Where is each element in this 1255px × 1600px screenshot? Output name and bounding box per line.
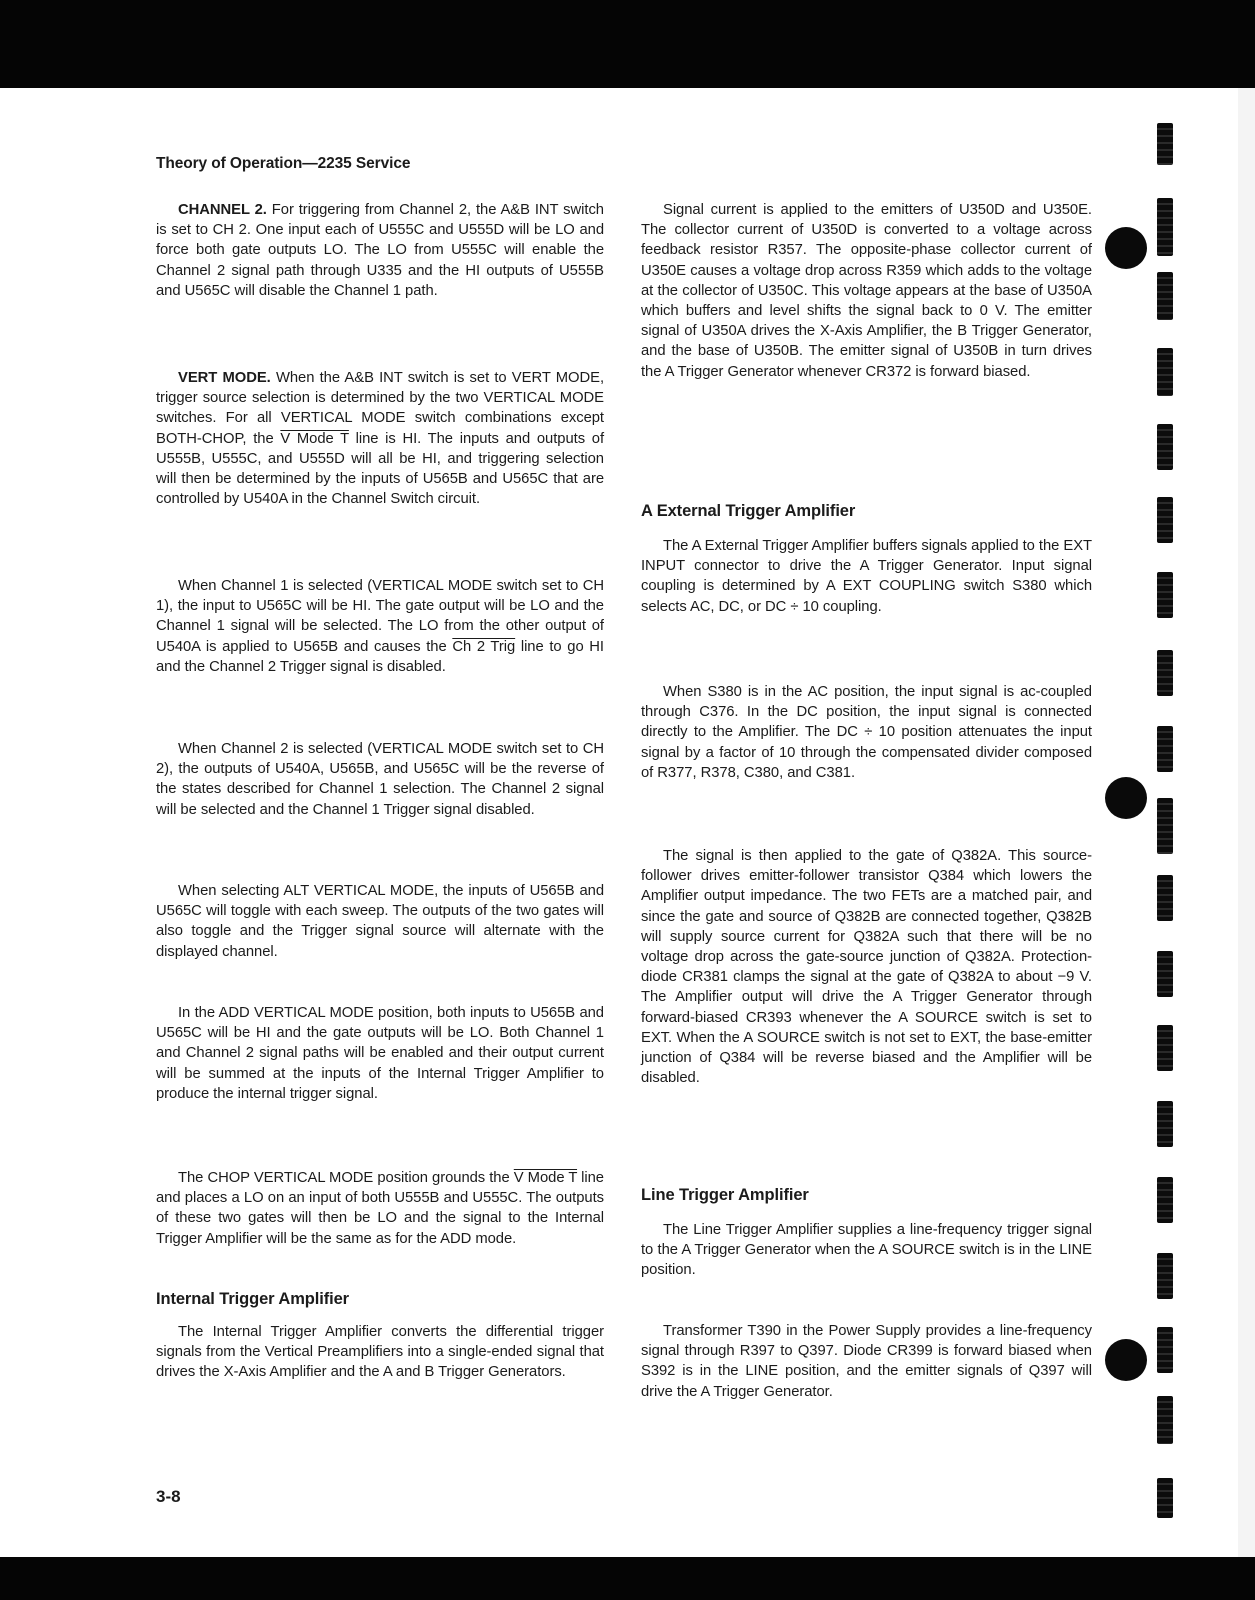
signal-name: V Mode T [280,430,349,447]
paragraph-text: line to go HI and the Channel 2 Trigger signal is disabled. [156,638,604,675]
edge-mark [1157,572,1173,618]
edge-mark [1157,726,1173,772]
signal-name: Ch 2 Trig [452,638,516,655]
lead-in: VERT MODE. [178,370,271,386]
paragraph-alt-mode: When selecting ALT VERTICAL MODE, the inputs of U565B and U565C will toggle with each sweep. The outputs of the two gates will also toggle and the Trigger signal source will alternate with the displayed channel. [156,883,604,960]
paragraph-internal-trigger-amplifier: The Internal Trigger Amplifier converts the differential trigger signals from the Vertical Preamplifiers into a single-ended signal that drives the X-Axis Amplifier and the A and B Trigger Generators. [156,1324,604,1381]
running-header: Theory of Operation—2235 Service [156,155,411,172]
edge-mark [1157,1396,1173,1444]
edge-mark [1157,1478,1173,1518]
edge-mark [1157,497,1173,543]
paragraph-chop-mode [156,1168,604,1249]
paragraph-vert-mode [156,368,604,509]
paragraph-transformer-t390: Transformer T390 in the Power Supply provides a line-frequency signal through R397 to Q397. Diode CR399 is forward biased when S392 is in the LINE position, and the emitter signals of Q397 will drive the A Trigger Generator. [641,1323,1092,1400]
edge-mark [1157,424,1173,470]
heading-internal-trigger-amplifier: Internal Trigger Amplifier [156,1290,349,1308]
scan-bottom-band [0,1557,1255,1600]
paragraph-text: line and places a LO on an input of both U555B and U555C. The outputs of these two gates will then be LO and the signal to the Internal Trigger Amplifier will be the same as for the ADD mode. [156,1170,604,1247]
edge-mark [1157,1327,1173,1373]
paragraph-text: The CHOP VERTICAL MODE position grounds the [178,1170,514,1186]
binder-hole-top [1105,227,1147,269]
edge-mark [1157,951,1173,997]
paragraph-text: For triggering from Channel 2, the A&B INT switch is set to CH 2. One input each of U555C and U555D will be LO and force both gate outputs LO. The LO from U555C will enable the Channel 2 signal path through U335 and the HI outputs of U555B and U565C will disable the Channel 1 path. [156,202,604,299]
paragraph-text: line is HI. The inputs and outputs of U555B, U555C, and U555D will all be HI, and triggering selection will then be determined by the inputs of U565B and U565C that are controlled by U540A in the Channel Switch circuit. [156,430,605,508]
paragraph-channel-2-selected: When Channel 2 is selected (VERTICAL MODE switch set to CH 2), the outputs of U540A, U565B, and U565C will be the reverse of the states described for Channel 1 selection. The Channel 2 signal will be selected and the Channel 1 Trigger signal disabled. [156,741,604,818]
edge-mark [1157,1025,1173,1071]
paragraph-text: When Channel 1 is selected (VERTICAL MODE switch set to CH 1), the input to U565C will be HI. The gate output will be LO and the Channel 1 signal will be selected. The LO from the other output of U540A is applied to U565B and causes the [156,578,604,655]
edge-mark [1157,875,1173,921]
binder-hole-bottom [1105,1339,1147,1381]
paragraph-line-trigger-amplifier: The Line Trigger Amplifier supplies a line-frequency trigger signal to the A Trigger Generator when the A SOURCE switch is in the LINE position. [641,1222,1092,1279]
paragraph-s380-positions: When S380 is in the AC position, the input signal is ac-coupled through C376. In the DC position, the input signal is connected directly to the Amplifier. The DC ÷ 10 position attenuates the input signal by a factor of 10 through the compensated divider composed of R377, R378, C380, and C381. [641,684,1092,781]
paragraph-add-mode: In the ADD VERTICAL MODE position, both inputs to U565B and U565C will be HI and the gate outputs will be LO. Both Channel 1 and Channel 2 signal paths will be enabled and their output current will be summed at the inputs of the Internal Trigger Amplifier to produce the internal trigger signal. [156,1005,604,1102]
heading-line-trigger-amplifier: Line Trigger Amplifier [641,1186,809,1204]
paragraph-signal-current: Signal current is applied to the emitters of U350D and U350E. The collector current of U350D is converted to a voltage across feedback resistor R357. The opposite-phase collector current of U350E causes a voltage drop across R359 which adds to the voltage at the collector of U350C. This voltage appears at the base of U350A which buffers and level shifts the signal back to 0 V. The emitter signal of U350A drives the X-Axis Amplifier, the B Trigger Generator, and the base of U350B. The emitter signal of U350B in turn drives the A Trigger Generator whenever CR372 is forward biased. [641,202,1092,380]
edge-mark [1157,650,1173,696]
edge-mark [1157,1101,1173,1147]
paragraph-a-external-trigger-amplifier: The A External Trigger Amplifier buffers signals applied to the EXT INPUT connector to drive the A Trigger Generator. Input signal coupling is determined by A EXT COUPLING switch S380 which selects AC, DC, or DC ÷ 10 coupling. [641,538,1093,615]
lead-in: CHANNEL 2. [178,202,267,218]
edge-mark [1157,348,1173,396]
signal-name: V Mode T [513,1170,578,1186]
edge-mark [1157,798,1173,854]
edge-mark [1157,123,1173,165]
page-number: 3-8 [156,1487,181,1506]
edge-mark [1157,198,1173,256]
paragraph-channel-2 [156,200,604,301]
edge-mark [1157,272,1173,320]
paragraph-q382a-signal: The signal is then applied to the gate of Q382A. This source-follower drives emitter-follower transistor Q384 which lowers the Amplifier output impedance. The two FETs are a matched pair, and since the gate and source of Q382B are connected together, Q382B will supply source current for Q382A such that there will be no voltage drop across the gate-source junction of Q382A. Protection-diode CR381 clamps the signal at the gate of Q382A to about −9 V. The Amplifier output will drive the A Trigger Generator through forward-biased CR393 whenever the A SOURCE switch is set to EXT. When the A SOURCE switch is not set to EXT, the base-emitter junction of Q384 will be reverse biased and the Amplifier will be disabled. [641,848,1092,1087]
edge-mark [1157,1177,1173,1223]
heading-a-external-trigger-amplifier: A External Trigger Amplifier [641,502,856,520]
paragraph-channel-1-selected [156,576,604,677]
scan-right-edge [1238,88,1255,1557]
scan-top-band [0,0,1255,88]
paragraph-text: When the A&B INT switch is set to VERT MODE, trigger source selection is determined by the two VERTICAL MODE switches. For all VERTICAL MODE switch combinations except BOTH-CHOP, the [156,370,605,447]
binder-hole-middle [1105,777,1147,819]
edge-mark [1157,1253,1173,1299]
